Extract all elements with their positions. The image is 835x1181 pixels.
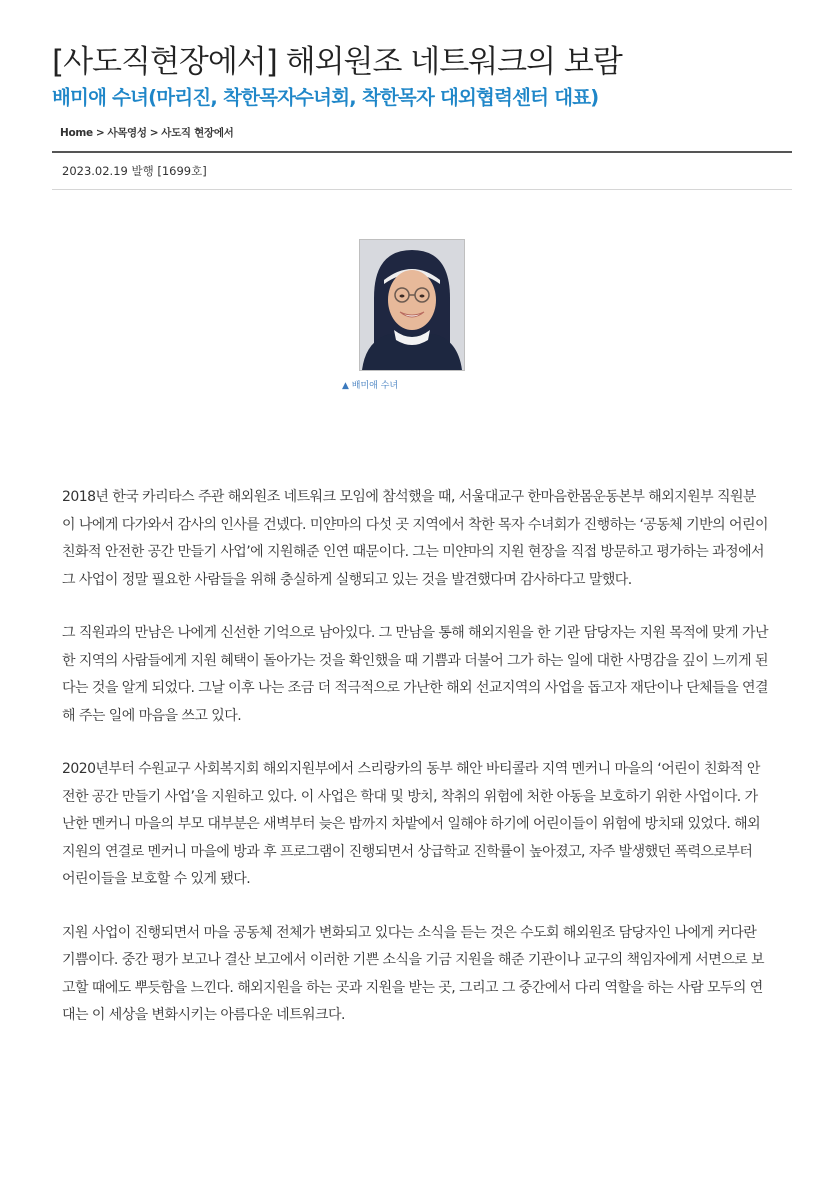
article-subtitle: 배미애 수녀(마리진, 착한목자수녀회, 착한목자 대외협력센터 대표) bbox=[52, 86, 599, 109]
breadcrumb-separator: > bbox=[95, 127, 105, 139]
article-body bbox=[62, 484, 768, 1030]
breadcrumb-separator: > bbox=[149, 127, 159, 139]
header-divider bbox=[52, 151, 792, 153]
paragraph: 그 직원과의 만남은 나에게 신선한 기억으로 남아있다. 그 만남을 통해 해외지원을 한 기관 담당자는 지원 목적에 맞게 가난한 지역의 사람들에게 지원 혜택이 돌아가는 것을 확인했을 때 기쁨과 더불어 그가 하는 일에 대한 사명감을 깊이 느끼게 된다는 것을 알게 되었다. 그날 이후 나는 조금 더 적극적으로 가난한 해외 선교지역의 사업을 돕고자 재단이나 단체들을 연결해 주는 일에 마음을 쓰고 있다. bbox=[62, 625, 768, 724]
paragraph: 지원 사업이 진행되면서 마을 공동체 전체가 변화되고 있다는 소식을 듣는 것은 수도회 해외원조 담당자인 나에게 커다란 기쁨이다. 중간 평가 보고나 결산 보고에서 이러한 기쁜 소식을 기금 지원을 해준 기관이나 교구의 책임자에게 서면으로 보고할 때에도 뿌듯함을 느낀다. 해외지원을 하는 곳과 지원을 받는 곳, 그리고 그 중간에서 다리 역할을 하는 사람 모두의 연대는 이 세상을 변화시키는 아름다운 네트워크다. bbox=[62, 924, 765, 1023]
meta-divider bbox=[52, 189, 792, 190]
article-title: [사도직현장에서] 해외원조 네트워크의 보람 bbox=[52, 44, 622, 80]
breadcrumb-subsection[interactable]: 사도직 현장에서 bbox=[161, 127, 234, 139]
breadcrumb bbox=[60, 125, 234, 140]
author-photo bbox=[359, 239, 465, 371]
paragraph: 2018년 한국 카리타스 주관 해외원조 네트워크 모임에 참석했을 때, 서울대교구 한마음한몸운동본부 해외지원부 직원분이 나에게 다가와서 감사의 인사를 건넸다. 미얀마의 다섯 곳 지역에서 착한 목자 수녀회가 진행하는 ‘공동체 기반의 어린이 친화적 안전한 공간 만들기 사업’에 지원해준 인연 때문이다. 그는 미얀마의 지원 현장을 직접 방문하고 평가하는 과정에서 그 사업이 정말 필요한 사람들을 위해 충실하게 실행되고 있는 것을 발견했다며 감사하다고 말했다. bbox=[62, 489, 768, 588]
paragraph: 2020년부터 수원교구 사회복지회 해외지원부에서 스리랑카의 동부 해안 바티콜라 지역 멘커니 마을의 ‘어린이 친화적 안전한 공간 만들기 사업’을 지원하고 있다. 이 사업은 학대 및 방치, 착취의 위험에 처한 아동을 보호하기 위한 사업이다. 가난한 멘커니 마을의 부모 대부분은 새벽부터 늦은 밤까지 차밭에서 일해야 하기에 어린이들이 위험에 방치돼 있었다. 해외지원의 연결로 멘커니 마을에 방과 후 프로그램이 진행되면서 상급학교 진학률이 높아졌고, 자주 발생했던 폭력으로부터 어린이들을 보호할 수 있게 됐다. bbox=[62, 761, 761, 887]
breadcrumb-section[interactable]: 사목영성 bbox=[107, 127, 147, 139]
photo-caption: ▲ 배미애 수녀 bbox=[342, 381, 399, 391]
breadcrumb-home[interactable]: Home bbox=[60, 127, 93, 139]
publication-info: 2023.02.19 발행 [1699호] bbox=[62, 164, 207, 178]
